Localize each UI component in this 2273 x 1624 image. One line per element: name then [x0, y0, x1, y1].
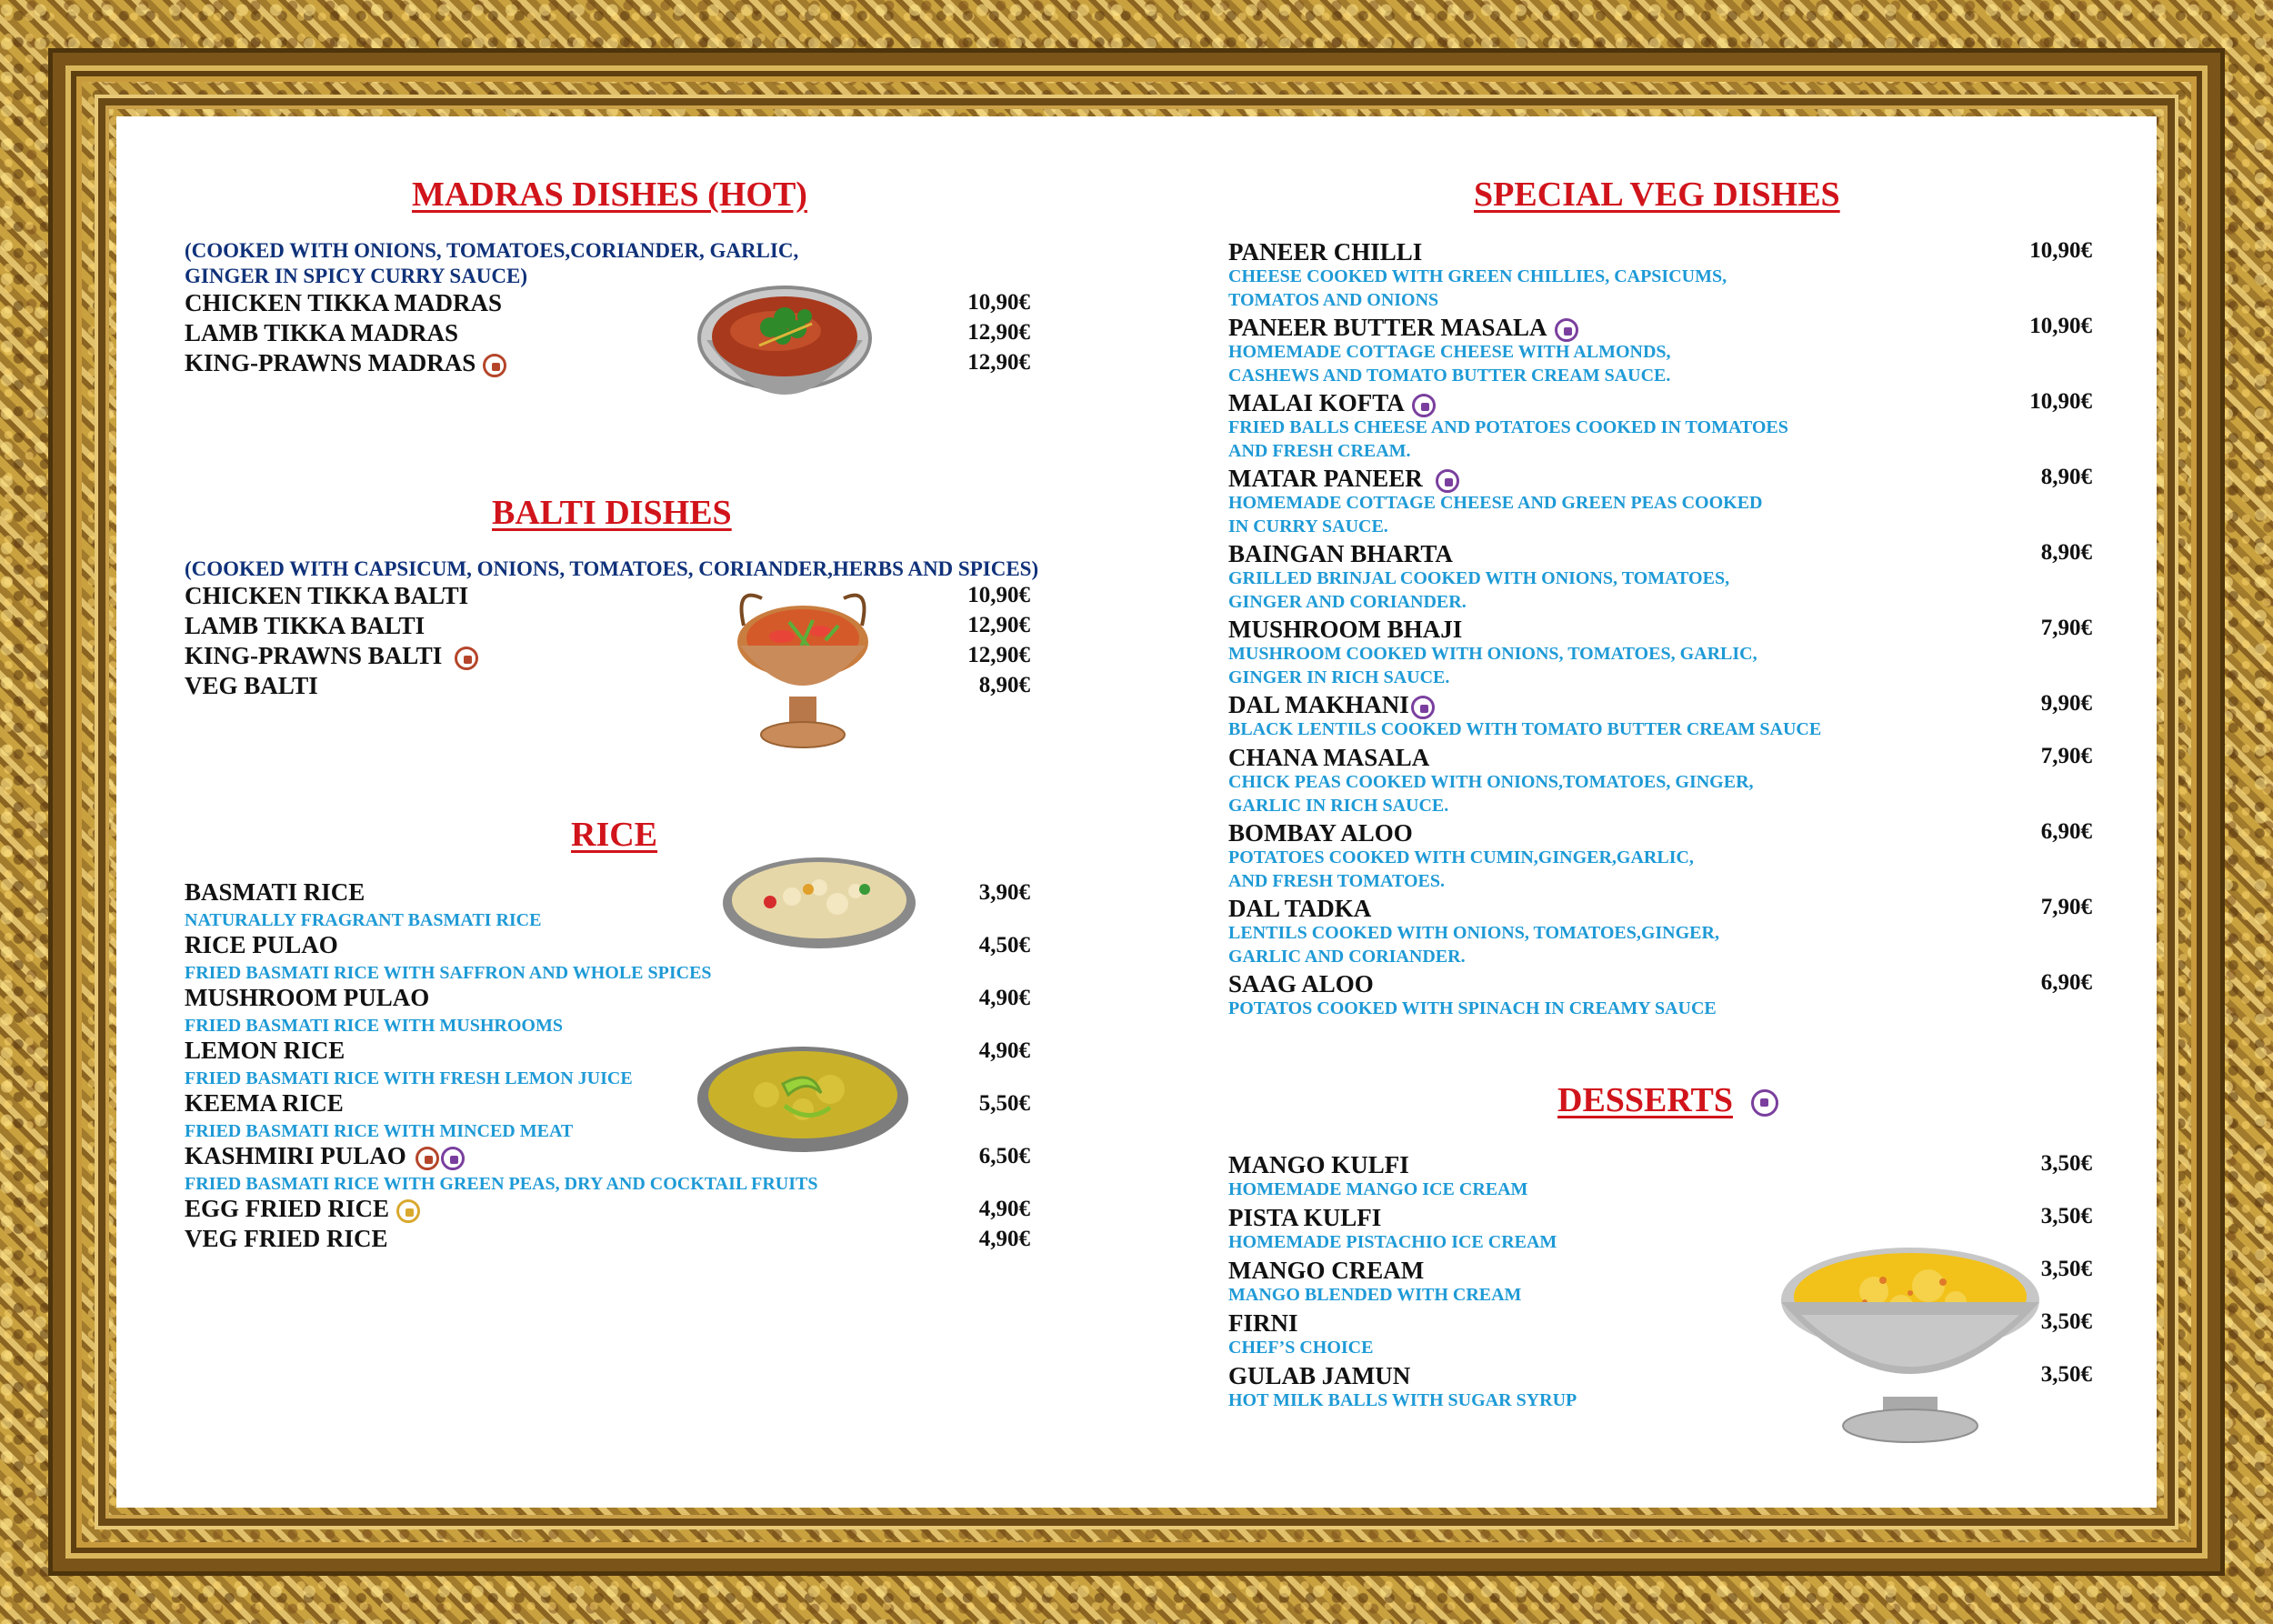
madras-heading: MADRAS DISHES (HOT) [412, 175, 807, 214]
menu-item-name: KEEMA RICE [185, 1089, 344, 1117]
menu-item-price: 12,90€ [967, 613, 1030, 637]
menu-item-price: 3,90€ [978, 880, 1030, 905]
veg-dairy-icon [1436, 469, 1459, 493]
menu-item-description: BLACK LENTILS COOKED WITH TOMATO BUTTER CREAM SAUCE [1228, 719, 1822, 739]
menu-item-description: FRIED BASMATI RICE WITH MUSHROOMS [185, 1016, 563, 1036]
menu-item-name: CHANA MASALA [1228, 744, 1430, 771]
menu-item-name: FIRNI [1228, 1309, 1298, 1337]
menu-item-price: 3,50€ [2040, 1362, 2092, 1387]
menu-item-name: CHICKEN TIKKA MADRAS [185, 289, 503, 316]
veg-dairy-icon [1412, 394, 1436, 417]
menu-item-name: MALAI KOFTA [1228, 389, 1405, 416]
menu-item-with-icon [185, 1195, 420, 1223]
menu-item-name: PANEER BUTTER MASALA [1228, 314, 1547, 341]
desserts-heading [1557, 1080, 1778, 1120]
menu-item-description: CHICK PEAS COOKED WITH ONIONS,TOMATOES, GINGER, [1228, 772, 1754, 792]
menu-page [116, 116, 2157, 1508]
menu-item-description: FRIED BASMATI RICE WITH SAFFRON AND WHOLE SPICES [185, 963, 712, 983]
menu-item-name: KING-PRAWNS MADRAS [185, 349, 476, 376]
menu-item-description: CHEESE COOKED WITH GREEN CHILLIES, CAPSICUMS, [1228, 266, 1727, 286]
menu-item-price: 8,90€ [2040, 465, 2092, 489]
menu-item-description: POTATOS COOKED WITH SPINACH IN CREAMY SAUCE [1228, 998, 1717, 1018]
menu-item-price: 3,50€ [2040, 1257, 2092, 1281]
menu-item-description: AND FRESH TOMATOES. [1228, 871, 1446, 891]
menu-item-name: BASMATI RICE [185, 878, 365, 906]
menu-item-with-icon [1228, 314, 1578, 342]
menu-item-price: 7,90€ [2040, 744, 2092, 768]
menu-item-price: 12,90€ [967, 320, 1030, 345]
menu-item-description: HOMEMADE COTTAGE CHEESE AND GREEN PEAS COOKED [1228, 493, 1763, 513]
menu-item-price: 7,90€ [2040, 895, 2092, 919]
nonveg-icon [455, 647, 478, 670]
menu-item-name: LEMON RICE [185, 1037, 345, 1064]
menu-item-description: CASHEWS AND TOMATO BUTTER CREAM SAUCE. [1228, 366, 1671, 386]
menu-item-description: IN CURRY SAUCE. [1228, 516, 1388, 536]
menu-item-price: 6,50€ [978, 1144, 1030, 1168]
menu-item-name: MATAR PANEER [1228, 465, 1423, 492]
menu-item-name: CHICKEN TIKKA BALTI [185, 582, 469, 609]
menu-item-price: 10,90€ [2029, 389, 2092, 414]
menu-item-description: FRIED BASMATI RICE WITH GREEN PEAS, DRY AND COCKTAIL FRUITS [185, 1174, 818, 1194]
menu-item-name: MUSHROOM BHAJI [1228, 616, 1463, 643]
balti-bowl-image [726, 589, 880, 771]
desserts-heading-text: DESSERTS [1557, 1081, 1733, 1119]
menu-item-price: 4,90€ [978, 1197, 1030, 1221]
menu-item-description: TOMATOS AND ONIONS [1228, 290, 1439, 310]
menu-item-description: GRILLED BRINJAL COOKED WITH ONIONS, TOMATOES, [1228, 568, 1730, 588]
menu-item-price: 3,50€ [2040, 1309, 2092, 1334]
menu-item-description: GINGER IN RICH SAUCE. [1228, 667, 1450, 687]
menu-item-price: 7,90€ [2040, 616, 2092, 640]
menu-item-description: HOMEMADE COTTAGE CHEESE WITH ALMONDS, [1228, 342, 1671, 362]
menu-item-name: EGG FRIED RICE [185, 1195, 390, 1222]
menu-item-description: HOT MILK BALLS WITH SUGAR SYRUP [1228, 1390, 1577, 1410]
menu-item-price: 4,90€ [978, 1038, 1030, 1063]
basmati-rice-plate-image [719, 853, 919, 953]
menu-item-name: LAMB TIKKA MADRAS [185, 319, 459, 346]
madras-curry-bowl-image [694, 276, 876, 422]
menu-item-name: MANGO CREAM [1228, 1257, 1425, 1284]
menu-item-with-icon [1228, 465, 1459, 493]
menu-item-name: DAL MAKHANI [1228, 691, 1409, 718]
madras-intro-line2: GINGER IN SPICY CURRY SAUCE) [185, 265, 528, 287]
veg-dairy-icon [1555, 318, 1578, 342]
menu-item-price: 12,90€ [967, 350, 1030, 375]
menu-item-description: GARLIC IN RICH SAUCE. [1228, 796, 1449, 816]
balti-heading: BALTI DISHES [492, 494, 732, 532]
menu-item-description: AND FRESH CREAM. [1228, 441, 1411, 461]
menu-item-price: 3,50€ [2040, 1204, 2092, 1228]
menu-item-name: DAL TADKA [1228, 895, 1372, 922]
menu-item-description: GARLIC AND CORIANDER. [1228, 947, 1466, 967]
menu-item-description: MANGO BLENDED WITH CREAM [1228, 1285, 1522, 1305]
menu-item-price: 8,90€ [978, 673, 1030, 697]
menu-item-description: CHEF’S CHOICE [1228, 1338, 1374, 1358]
menu-item-description: FRIED BALLS CHEESE AND POTATOES COOKED IN TOMATOES [1228, 417, 1788, 437]
nonveg-icon [483, 354, 506, 377]
menu-item-name: MANGO KULFI [1228, 1151, 1409, 1178]
menu-item-name: VEG BALTI [185, 672, 318, 699]
madras-intro-line1: (COOKED WITH ONIONS, TOMATOES,CORIANDER, GARLIC, [185, 239, 799, 262]
mango-dessert-bowl-image [1774, 1237, 2047, 1455]
menu-item-with-icon [1228, 389, 1436, 417]
rice-heading: RICE [571, 816, 658, 854]
menu-item-description: MUSHROOM COOKED WITH ONIONS, TOMATOES, GARLIC, [1228, 644, 1757, 664]
menu-item-price: 3,50€ [2040, 1151, 2092, 1176]
menu-item-description: GINGER AND CORIANDER. [1228, 592, 1467, 612]
menu-item-price: 5,50€ [978, 1091, 1030, 1116]
menu-item-name: RICE PULAO [185, 931, 338, 958]
menu-item-name: GULAB JAMUN [1228, 1362, 1411, 1389]
menu-item-name: KASHMIRI PULAO [185, 1142, 406, 1169]
menu-item-price: 4,90€ [978, 1227, 1030, 1251]
menu-item-price: 8,90€ [2040, 540, 2092, 565]
menu-item-price: 9,90€ [2040, 691, 2092, 716]
veg-dishes-heading: SPECIAL VEG DISHES [1474, 175, 1840, 214]
menu-item-name: SAAG ALOO [1228, 970, 1374, 997]
menu-item-description: HOMEMADE PISTACHIO ICE CREAM [1228, 1232, 1557, 1252]
menu-item-name: MUSHROOM PULAO [185, 984, 430, 1011]
nonveg-icon [416, 1147, 439, 1170]
menu-item-price: 10,90€ [967, 583, 1030, 607]
menu-item-name: LAMB TIKKA BALTI [185, 612, 426, 639]
menu-item-price: 6,90€ [2040, 819, 2092, 844]
menu-item-price: 10,90€ [2029, 238, 2092, 263]
menu-item-price: 12,90€ [967, 643, 1030, 667]
menu-item-name: PANEER CHILLI [1228, 238, 1423, 266]
menu-item-price: 10,90€ [2029, 314, 2092, 338]
balti-intro: (COOKED WITH CAPSICUM, ONIONS, TOMATOES, CORIANDER,HERBS AND SPICES) [185, 557, 1039, 580]
menu-item-price: 4,90€ [978, 986, 1030, 1010]
menu-item-description: FRIED BASMATI RICE WITH MINCED MEAT [185, 1121, 574, 1141]
menu-item-description: LENTILS COOKED WITH ONIONS, TOMATOES,GINGER, [1228, 923, 1719, 943]
menu-item-description: FRIED BASMATI RICE WITH FRESH LEMON JUICE [185, 1068, 633, 1088]
egg-icon [396, 1199, 420, 1223]
menu-item-description: HOMEMADE MANGO ICE CREAM [1228, 1179, 1528, 1199]
menu-item-price: 6,90€ [2040, 970, 2092, 995]
menu-item-with-icon [185, 349, 506, 377]
menu-item-name: VEG FRIED RICE [185, 1225, 388, 1252]
menu-item-description: NATURALLY FRAGRANT BASMATI RICE [185, 910, 542, 930]
menu-item-with-icon [185, 642, 478, 670]
menu-item-name: BOMBAY ALOO [1228, 819, 1413, 847]
menu-item-name: BAINGAN BHARTA [1228, 540, 1453, 567]
lemon-rice-plate-image [694, 1040, 912, 1158]
menu-item-price: 10,90€ [967, 290, 1030, 315]
menu-item-name: KING-PRAWNS BALTI [185, 642, 443, 669]
veg-dairy-icon [1411, 696, 1435, 719]
menu-item-name: PISTA KULFI [1228, 1204, 1382, 1231]
menu-item-with-icon [1228, 691, 1435, 719]
veg-dairy-icon [441, 1147, 465, 1170]
menu-item-price: 4,50€ [978, 933, 1030, 957]
veg-dairy-icon [1751, 1089, 1778, 1117]
menu-item-with-icon [185, 1142, 465, 1170]
menu-item-description: POTATOES COOKED WITH CUMIN,GINGER,GARLIC, [1228, 847, 1694, 867]
